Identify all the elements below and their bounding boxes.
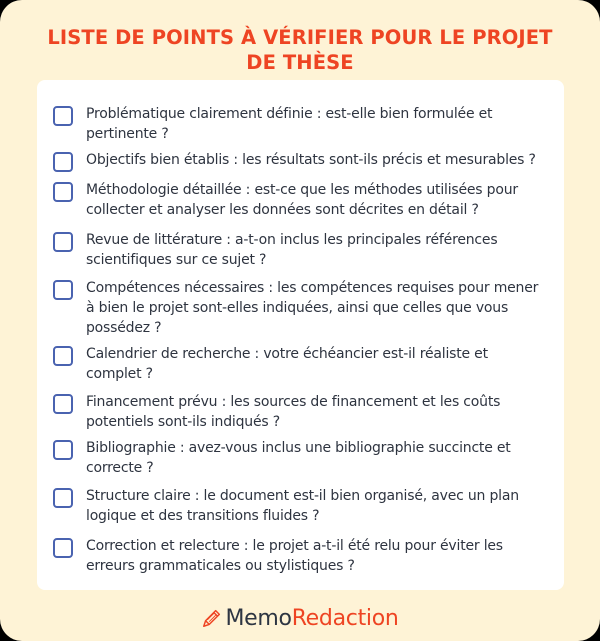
checklist-item[interactable] — [53, 344, 543, 384]
checklist-item[interactable] — [53, 278, 543, 338]
brand-name — [225, 606, 398, 631]
checkbox[interactable] — [53, 280, 73, 300]
checklist-item[interactable] — [53, 230, 543, 270]
item-label: Méthodologie détaillée : est-ce que les méthodes utilisées pour collecter et analyser les données sont décrites en détail ? — [86, 182, 518, 218]
item-label: Financement prévu : les sources de financement et les coûts potentiels sont-ils indiqués ? — [86, 394, 501, 430]
checkbox[interactable] — [53, 152, 73, 172]
checkbox[interactable] — [53, 182, 73, 202]
item-label: Revue de littérature : a-t-on inclus les principales références scientifiques sur ce sujet ? — [86, 232, 498, 268]
checklist-item[interactable] — [53, 486, 543, 526]
item-label: Structure claire : le document est-il bien organisé, avec un plan logique et des transitions fluides ? — [86, 488, 519, 524]
pencil-icon — [201, 607, 223, 629]
item-label: Bibliographie : avez-vous inclus une bibliographie succincte et correcte ? — [86, 440, 511, 476]
checkbox[interactable] — [53, 538, 73, 558]
item-label: Problématique clairement définie : est-elle bien formulée et pertinente ? — [86, 106, 493, 142]
checklist-item[interactable] — [53, 536, 543, 576]
checkbox[interactable] — [53, 440, 73, 460]
item-label: Calendrier de recherche : votre échéancier est-il réaliste et complet ? — [86, 346, 488, 382]
item-label: Objectifs bien établis : les résultats sont-ils précis et mesurables ? — [86, 152, 536, 168]
checkbox[interactable] — [53, 346, 73, 366]
item-label: Compétences nécessaires : les compétences requises pour mener à bien le projet sont-elles indiquées, ainsi que celles que vous possédez ? — [86, 280, 539, 336]
brand-part-memo: Memo — [225, 605, 292, 631]
checklist-card — [37, 80, 564, 590]
brand-logo — [0, 600, 600, 636]
checklist-item[interactable] — [53, 392, 543, 432]
checkbox[interactable] — [53, 488, 73, 508]
checklist-item[interactable] — [53, 150, 543, 172]
page-title: LISTE DE POINTS À VÉRIFIER POUR LE PROJET DE THÈSE — [47, 26, 553, 74]
checkbox[interactable] — [53, 106, 73, 126]
checklist-item[interactable] — [53, 180, 543, 220]
checklist-item[interactable] — [53, 438, 543, 478]
item-label: Correction et relecture : le projet a-t-il été relu pour éviter les erreurs grammaticales ou stylistiques ? — [86, 538, 503, 574]
brand-part-redaction: Redaction — [291, 605, 399, 631]
checklist-item[interactable] — [53, 104, 543, 144]
checkbox[interactable] — [53, 232, 73, 252]
checkbox[interactable] — [53, 394, 73, 414]
